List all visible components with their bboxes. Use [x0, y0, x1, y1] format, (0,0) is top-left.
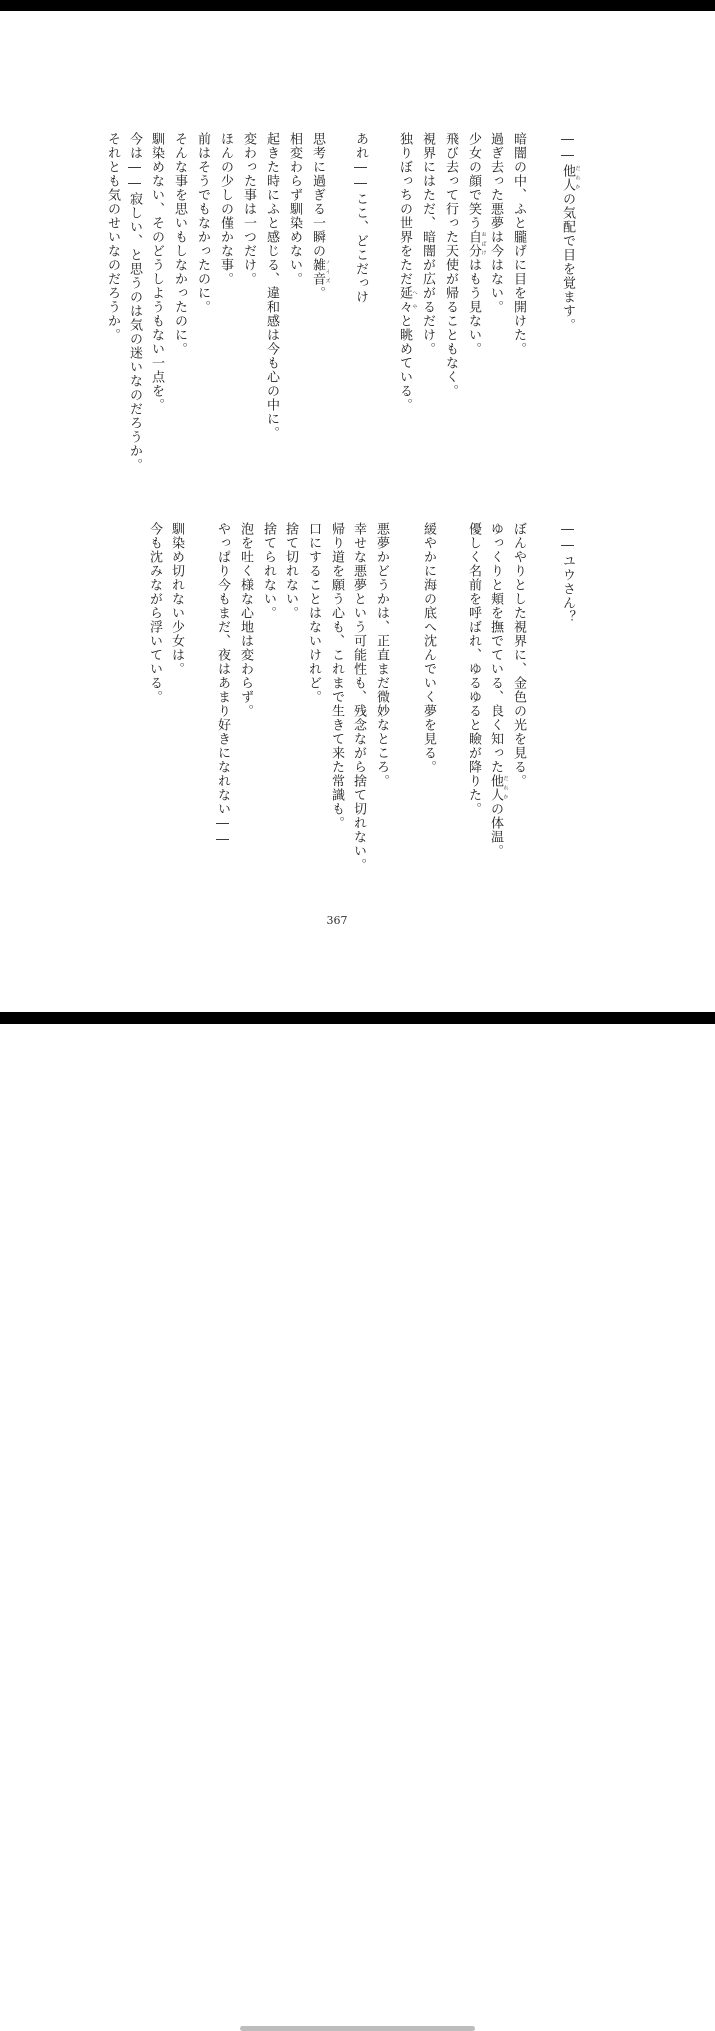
text-line: 馴染め切れない少女は。 [169, 522, 184, 676]
ruby-text: 他人 だれか [560, 164, 581, 192]
text-line: 相変わらず馴染めない。 [287, 132, 302, 286]
text-line: 緩やかに海の底へ沈んでいく夢を見る。 [421, 522, 436, 774]
scroll-indicator[interactable] [240, 2026, 475, 2031]
text-line: 泡を吐く様な心地は変わらず。 [238, 522, 253, 718]
top-status-bar [0, 0, 715, 11]
text-line: 馴染めない、そのどうしようもない一点を。 [149, 132, 164, 412]
text-line: 暗闇の中、ふと朧げに目を開けた。 [511, 132, 526, 356]
text-line: ――ユウさん？ [560, 522, 575, 624]
text-line: 口にすることはないけれど。 [306, 522, 321, 704]
text-line: ――他人 だれかの気配で目を覚ます。 [560, 132, 581, 332]
text-line: そんな事を思いもしなかったのに。 [172, 132, 187, 356]
text-line: 変わった事は一つだけ。 [241, 132, 256, 286]
text-line: 過ぎ去った悪夢は今はない。 [488, 132, 503, 314]
text-line: ゆっくりと頬を撫でている、良く知った他人 だれかの体温。 [488, 522, 509, 858]
text-line: 前はそうでもなかったのに。 [195, 132, 210, 314]
text-line: 飛び去って行った天使が帰ることもなく。 [443, 132, 458, 398]
page-number: 367 [326, 914, 348, 927]
ruby-text: 雑音 ノイズ [310, 258, 331, 286]
text-line: 優しく名前を呼ばれ、ゆるゆると瞼が降りた。 [466, 522, 481, 816]
text-line: 独りぼっちの世界をただ延々 へやと眺めている。 [397, 132, 418, 412]
ruby-text: 自分 おばけ [466, 230, 487, 258]
text-line: 幸せな悪夢という可能性も、残念ながら捨て切れない。 [351, 522, 366, 872]
text-line: やっぱり今もまだ、夜はあまり好きになれない―― [215, 522, 230, 848]
text-line: 思考に過ぎる一瞬の雑音 ノイズ。 [310, 132, 331, 300]
text-line: ほんの少しの僅かな事。 [218, 132, 233, 286]
text-line: 視界にはただ、暗闇が広がるだけ。 [420, 132, 435, 356]
ruby-text: 他人 だれか [488, 774, 509, 802]
text-line: ぼんやりとした視界に、金色の光を見る。 [511, 522, 526, 788]
text-line: 今は――寂しい、と思うのは気の迷いなのだろうか。 [127, 132, 142, 472]
text-line: あれ――ここ、どこだっけ [353, 132, 368, 304]
bottom-bar [0, 1012, 715, 1024]
text-line: 捨て切れない。 [283, 522, 298, 620]
text-line: 捨てられない。 [261, 522, 276, 620]
text-line: 少女の顔で笑う自分 おばけはもう見ない。 [466, 132, 487, 356]
text-line: 起きた時にふと感じる、違和感は今も心の中に。 [264, 132, 279, 440]
text-line: 帰り道を願う心も、これまで生きて来た常識も。 [329, 522, 344, 830]
text-line: それとも気のせいなのだろうか。 [105, 132, 120, 342]
ruby-text: 延々 へや [397, 286, 418, 314]
text-line: 今も沈みながら浮いている。 [147, 522, 162, 704]
text-line: 悪夢かどうかは、正直まだ微妙なところ。 [374, 522, 389, 788]
